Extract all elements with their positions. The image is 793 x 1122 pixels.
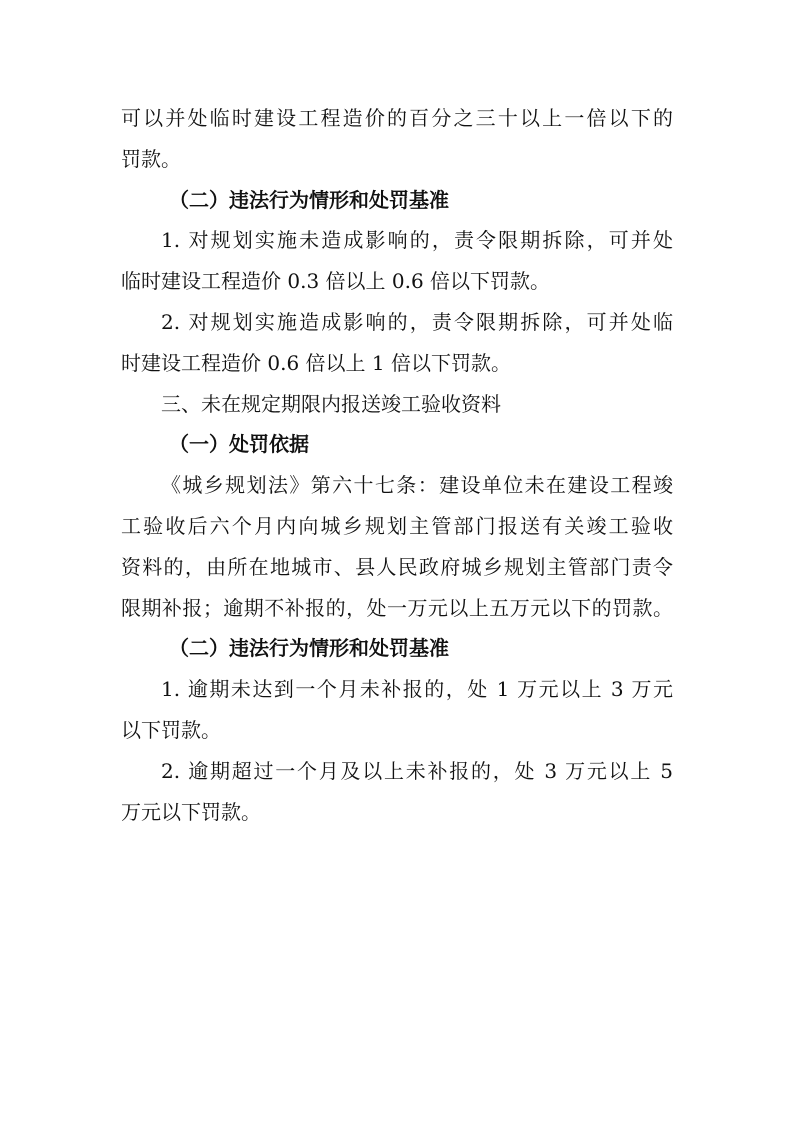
body-line-fine-end: 罚款。: [121, 146, 181, 171]
section-heading-penalty-basis: （一）处罚依据: [169, 432, 309, 457]
law-paragraph-line-1: 《城乡规划法》第六十七条：建设单位未在建设工程竣: [161, 473, 673, 498]
list-item-3-line-1: 1. 逾期未达到一个月未补报的，处 1 万元以上 3 万元: [161, 677, 673, 702]
list-item-2-line-2: 时建设工程造价 0.6 倍以上 1 倍以下罚款。: [121, 350, 511, 375]
list-item-3-line-2: 以下罚款。: [121, 717, 221, 742]
law-paragraph-line-3: 资料的，由所在地城市、县人民政府城乡规划主管部门责令: [121, 554, 673, 579]
body-line-penalty-range: 可以并处临时建设工程造价的百分之三十以上一倍以下的: [121, 106, 673, 130]
section-heading-three: 三、未在规定期限内报送竣工验收资料: [161, 391, 501, 416]
law-paragraph-line-4: 限期补报；逾期不补报的，处一万元以上五万元以下的罚款。: [121, 595, 673, 620]
law-paragraph-line-2: 工验收后六个月内向城乡规划主管部门报送有关竣工验收: [121, 513, 673, 538]
list-item-1-line-1: 1. 对规划实施未造成影响的，责令限期拆除，可并处: [161, 228, 673, 253]
list-item-4-line-2: 万元以下罚款。: [121, 799, 261, 824]
list-item-2-line-1: 2. 对规划实施造成影响的，责令限期拆除，可并处临: [161, 309, 673, 334]
list-item-4-line-1: 2. 逾期超过一个月及以上未补报的，处 3 万元以上 5: [161, 758, 673, 783]
list-item-1-line-2: 临时建设工程造价 0.3 倍以上 0.6 倍以下罚款。: [121, 269, 551, 294]
section-heading-violation-criteria-2: （二）违法行为情形和处罚基准: [169, 636, 449, 661]
document-body: [121, 98, 673, 832]
section-heading-violation-criteria: （二）违法行为情形和处罚基准: [169, 187, 449, 212]
